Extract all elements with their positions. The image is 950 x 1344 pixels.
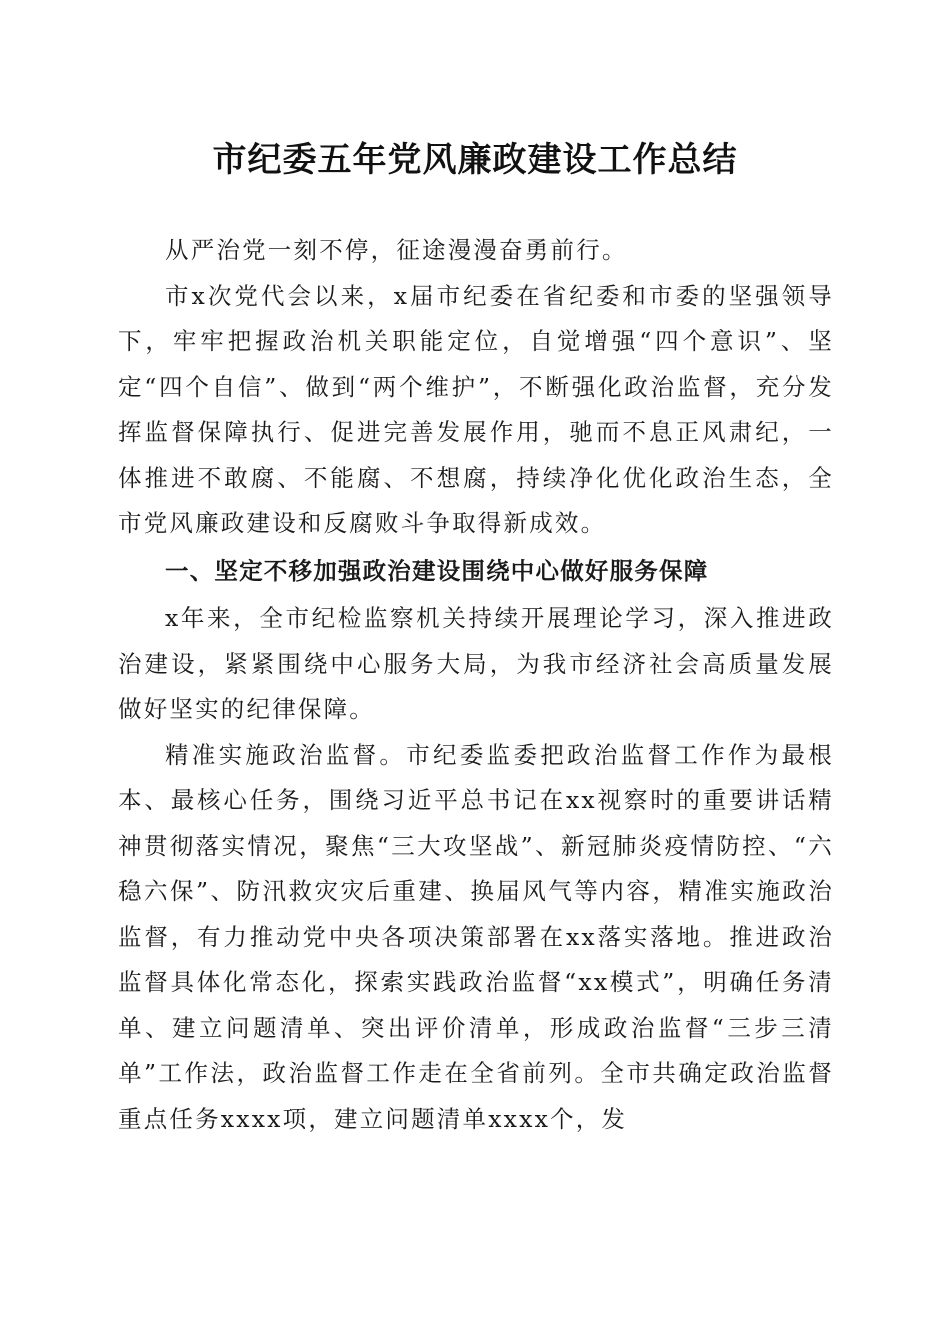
document-body: [118, 228, 834, 1142]
paragraph-intro: 从严治党一刻不停，征途漫漫奋勇前行。: [165, 236, 628, 264]
paragraph-political-supervision: 精准实施政治监督。市纪委监委把政治监督工作作为最根本、最核心任务，围绕习近平总书记在xx视察时的重要讲话精神贯彻落实情况，聚焦“三大攻坚战”、新冠肺炎疫情防控、“六稳六保”、防汛救灾灾后重建、换届风气等内容，精准实施政治监督，有力推动党中央各项决策部署在xx落实落地。推进政治监督具体化常态化，探索实践政治监督“xx模式”，明确任务清单、建立问题清单、突出评价清单，形成政治监督“三步三清单”工作法，政治监督工作走在全省前列。全市共确定政治监督重点任务xxxx项，建立问题清单xxxx个，发: [118, 740, 834, 1133]
document-title: 市纪委五年党风廉政建设工作总结: [212, 140, 738, 180]
paragraph-section-1-intro: x年来，全市纪检监察机关持续开展理论学习，深入推进政治建设，紧紧围绕中心服务大局，为我市经济社会高质量发展做好坚实的纪律保障。: [118, 604, 834, 723]
paragraph-overview: 市x次党代会以来，x届市纪委在省纪委和市委的坚强领导下，牢牢把握政治机关职能定位，自觉增强“四个意识”、坚定“四个自信”、做到“两个维护”，不断强化政治监督，充分发挥监督保障执行、促进完善发展作用，驰而不息正风肃纪，一体推进不敢腐、不能腐、不想腐，持续净化优化政治生态，全市党风廉政建设和反腐败斗争取得新成效。: [118, 281, 834, 537]
section-heading-1: 一、坚定不移加强政治建设围绕中心做好服务保障: [165, 556, 709, 585]
